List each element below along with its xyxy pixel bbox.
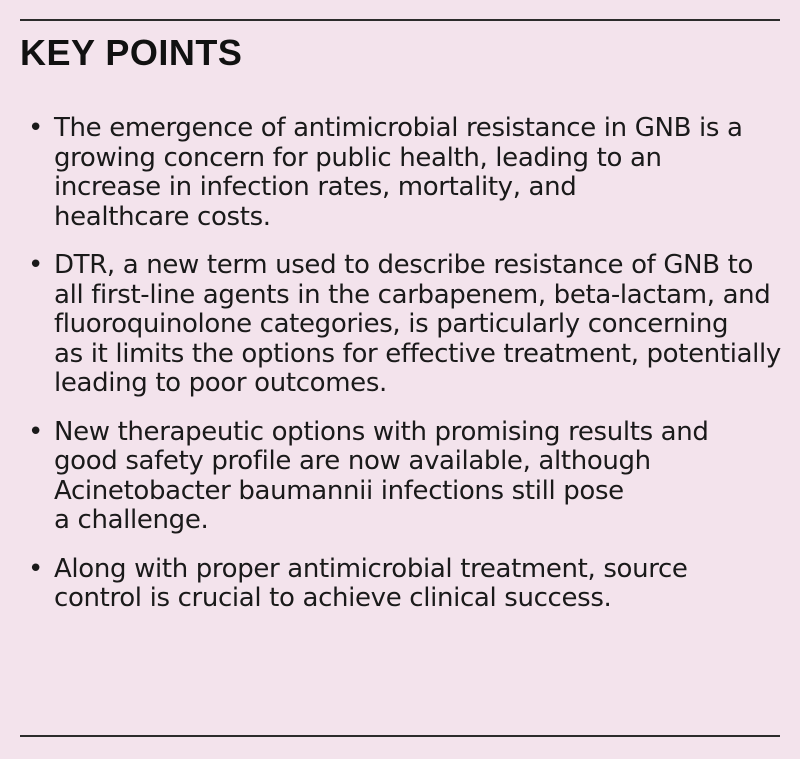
key-point-4-line-2: control is crucial to achieve clinical success. (54, 583, 612, 613)
key-point-2-line-1: DTR, a new term used to describe resistance of GNB to (54, 250, 754, 280)
key-point-1-line-1: The emergence of antimicrobial resistance in GNB is a (54, 113, 743, 143)
key-point-1-line-3: increase in infection rates, mortality, and (54, 172, 577, 202)
key-point-2-line-4: as it limits the options for effective treatment, potentially (54, 338, 781, 369)
top-rule (20, 19, 780, 21)
key-point-4-line-1: Along with proper antimicrobial treatment, source (54, 553, 688, 584)
key-point-3-line-4: a challenge. (54, 505, 209, 535)
bottom-rule (20, 735, 780, 737)
key-point-4 (28, 555, 778, 614)
key-point-2-line-2: all first-line agents in the carbapenem, beta-lactam, and (54, 279, 771, 310)
key-point-3 (28, 418, 778, 536)
key-point-2-line-5: leading to poor outcomes. (54, 368, 387, 398)
key-point-1 (28, 114, 778, 232)
key-points-heading: KEY POINTS (20, 32, 243, 73)
bullet-icon: • (28, 416, 43, 447)
key-point-3-line-3: Acinetobacter baumannii infections still pose (54, 475, 624, 506)
key-point-1-line-2: growing concern for public health, leading to an (54, 142, 662, 173)
key-point-2-line-3: fluoroquinolone categories, is particularly concerning (54, 309, 729, 339)
bullet-icon: • (28, 553, 43, 584)
key-points-list (28, 113, 781, 633)
key-point-1-line-4: healthcare costs. (54, 201, 271, 232)
bullet-icon: • (28, 113, 43, 143)
key-point-3-line-1: New therapeutic options with promising results and (54, 416, 709, 447)
key-point-3-line-2: good safety profile are now available, although (54, 446, 651, 476)
bullet-icon: • (28, 250, 43, 280)
key-point-2 (28, 250, 781, 399)
